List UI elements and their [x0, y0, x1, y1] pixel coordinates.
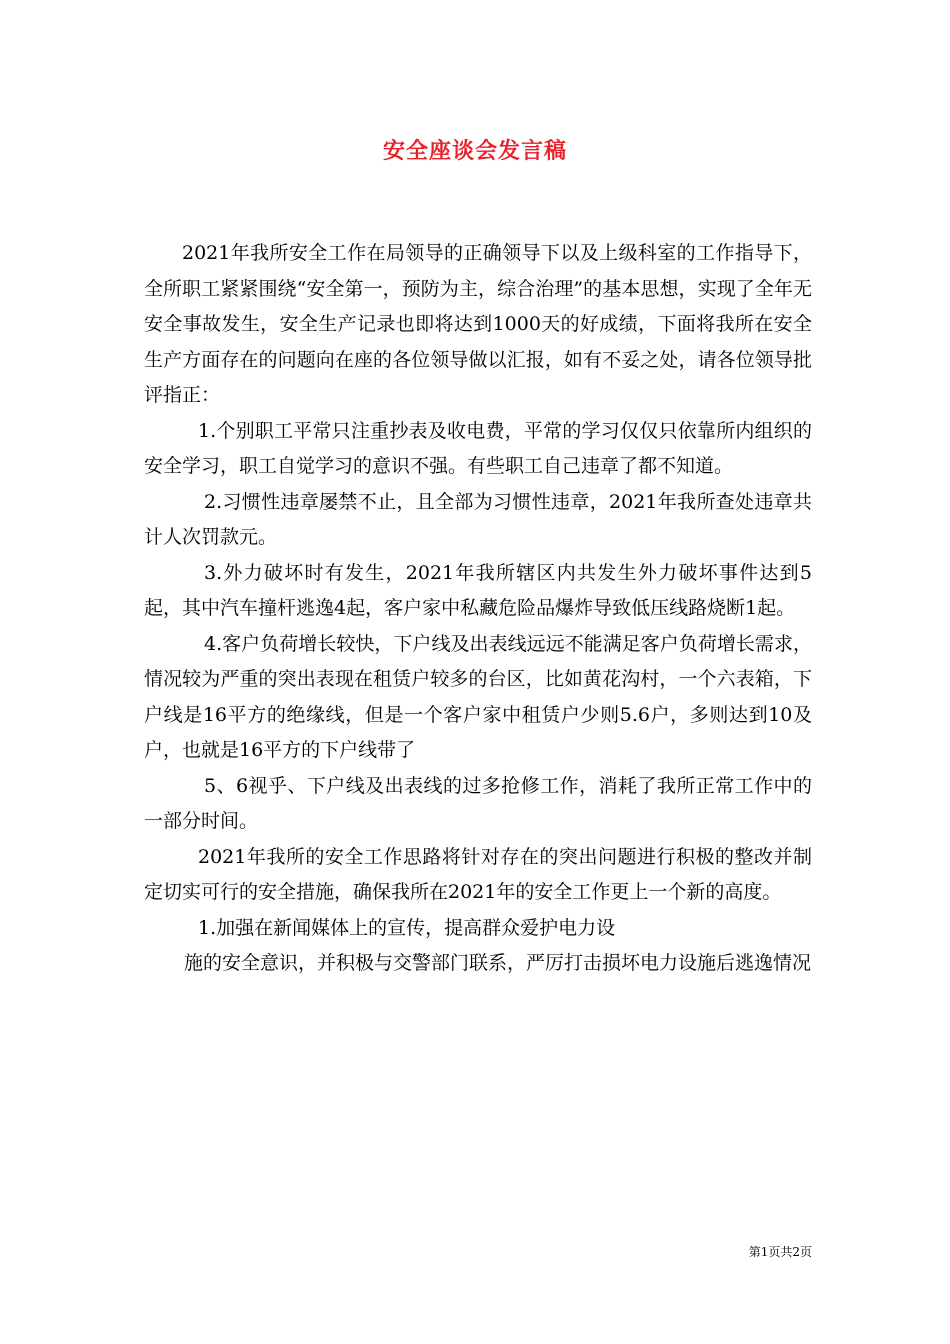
page-number: 第1页共2页 [748, 1245, 812, 1259]
paragraph-issue-1: 1.个别职工平常只注重抄表及收电费，平常的学习仅仅只依靠所内组织的安全学习，职工自觉学习的意识不强。有些职工自己违章了都不知道。 [144, 419, 812, 477]
paragraph-measure-1: 1.加强在新闻媒体上的宣传，提高群众爱护电力设 [198, 916, 616, 939]
paragraph-intro: 2021年我所安全工作在局领导的正确领导下以及上级科室的工作指导下，全所职工紧紧围绕“安全第一，预防为主，综合治理”的基本思想，实现了全年无安全事故发生，安全生产记录也即将达到1000天的好成绩，下面将我所在安全生产方面存在的问题向在座的各位领导做以汇报，如有不妥之处，请各位领导批评指正： [144, 242, 812, 406]
paragraph-issue-2: 2.习惯性违章屡禁不止，且全部为习惯性违章，2021年我所查处违章共计人次罚款元。 [144, 490, 812, 548]
document-title: 安全座谈会发言稿 [382, 138, 567, 164]
paragraph-issue-4: 4.客户负荷增长较快，下户线及出表线远远不能满足客户负荷增长需求，情况较为严重的突出表现在租赁户较多的台区，比如黄花沟村，一个六表箱，下户线是16平方的绝缘线，但是一个客户家中租赁户少则5.6户，多则达到10及户，也就是16平方的下户线带了 [144, 632, 812, 761]
paragraph-issue-3: 3.外力破坏时有发生，2021年我所辖区内共发生外力破坏事件达到5起，其中汽车撞杆逃逸4起，客户家中私藏危险品爆炸导致低压线路烧断1起。 [144, 561, 812, 619]
paragraph-issue-5: 5、6视乎、下户线及出表线的过多抢修工作，消耗了我所正常工作中的一部分时间。 [144, 774, 812, 832]
paragraph-measure-1-cont: 施的安全意识，并积极与交警部门联系，严厉打击损坏电力设施后逃逸情况 [184, 952, 812, 974]
paragraph-plan: 2021年我所的安全工作思路将针对存在的突出问题进行积极的整改并制定切实可行的安全措施，确保我所在2021年的安全工作更上一个新的高度。 [144, 845, 812, 903]
document-body [144, 236, 812, 982]
